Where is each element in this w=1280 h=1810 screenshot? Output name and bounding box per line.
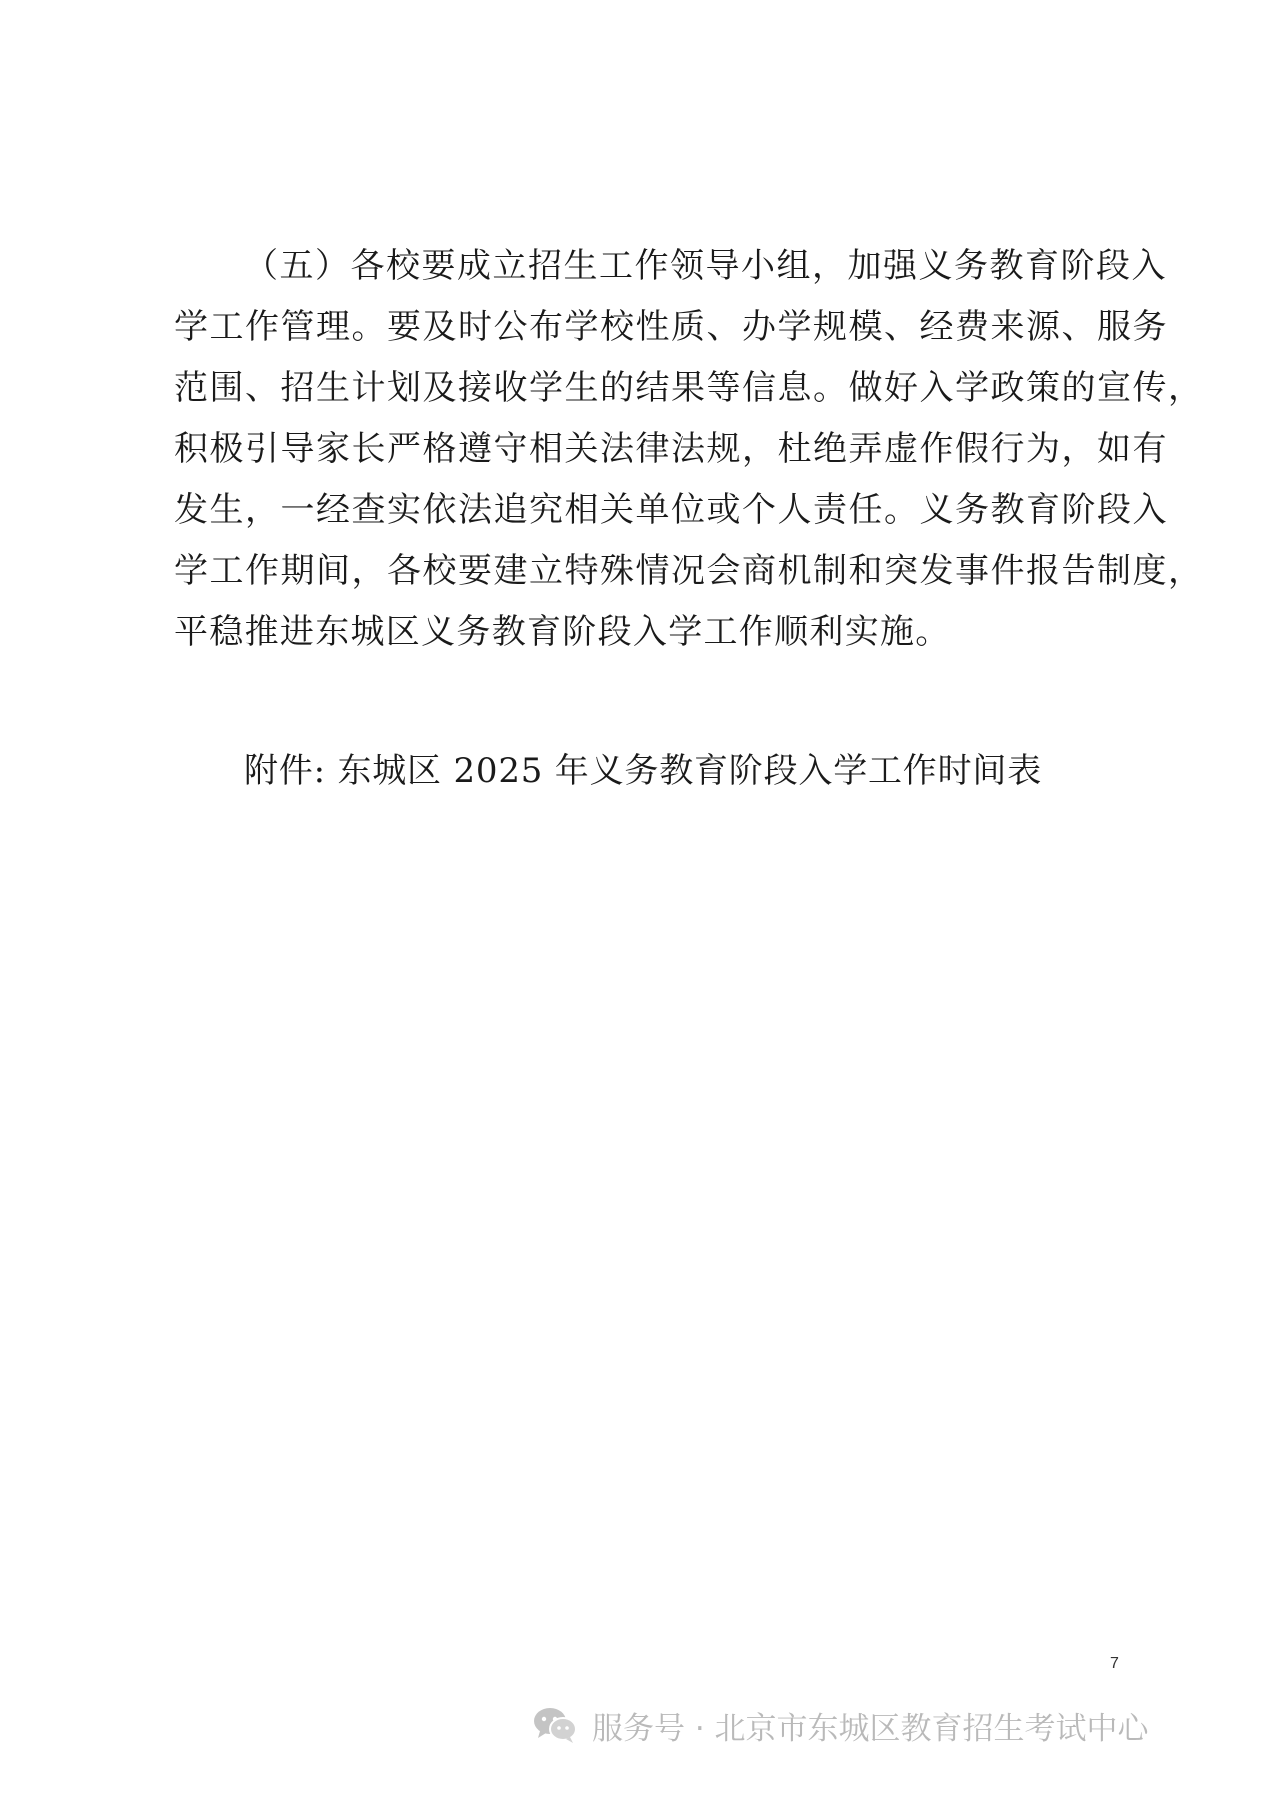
- watermark-text: 服务号 · 北京市东城区教育招生考试中心: [592, 1710, 1149, 1747]
- paragraph-five: [174, 236, 1204, 663]
- page-number: 7: [1110, 1655, 1119, 1672]
- paragraph-line: （五）各校要成立招生工作领导小组，加强义务教育阶段入: [244, 246, 1167, 286]
- watermark: [532, 1705, 1149, 1745]
- attachment-note: 附件: 东城区 2025 年义务教育阶段入学工作时间表: [244, 751, 1043, 791]
- paragraph-line: 学工作管理。要及时公布学校性质、办学规模、经费来源、服务: [174, 307, 1168, 347]
- paragraph-line: 学工作期间，各校要建立特殊情况会商机制和突发事件报告制度，: [174, 551, 1204, 591]
- paragraph-line: 平稳推进东城区义务教育阶段入学工作顺利实施。: [174, 612, 951, 652]
- paragraph-line: 范围、招生计划及接收学生的结果等信息。做好入学政策的宣传，: [174, 368, 1204, 408]
- wechat-icon: [532, 1705, 578, 1745]
- paragraph-line: 积极引导家长严格遵守相关法律法规，杜绝弄虚作假行为，如有: [174, 429, 1168, 469]
- paragraph-line: 发生，一经查实依法追究相关单位或个人责任。义务教育阶段入: [174, 490, 1168, 530]
